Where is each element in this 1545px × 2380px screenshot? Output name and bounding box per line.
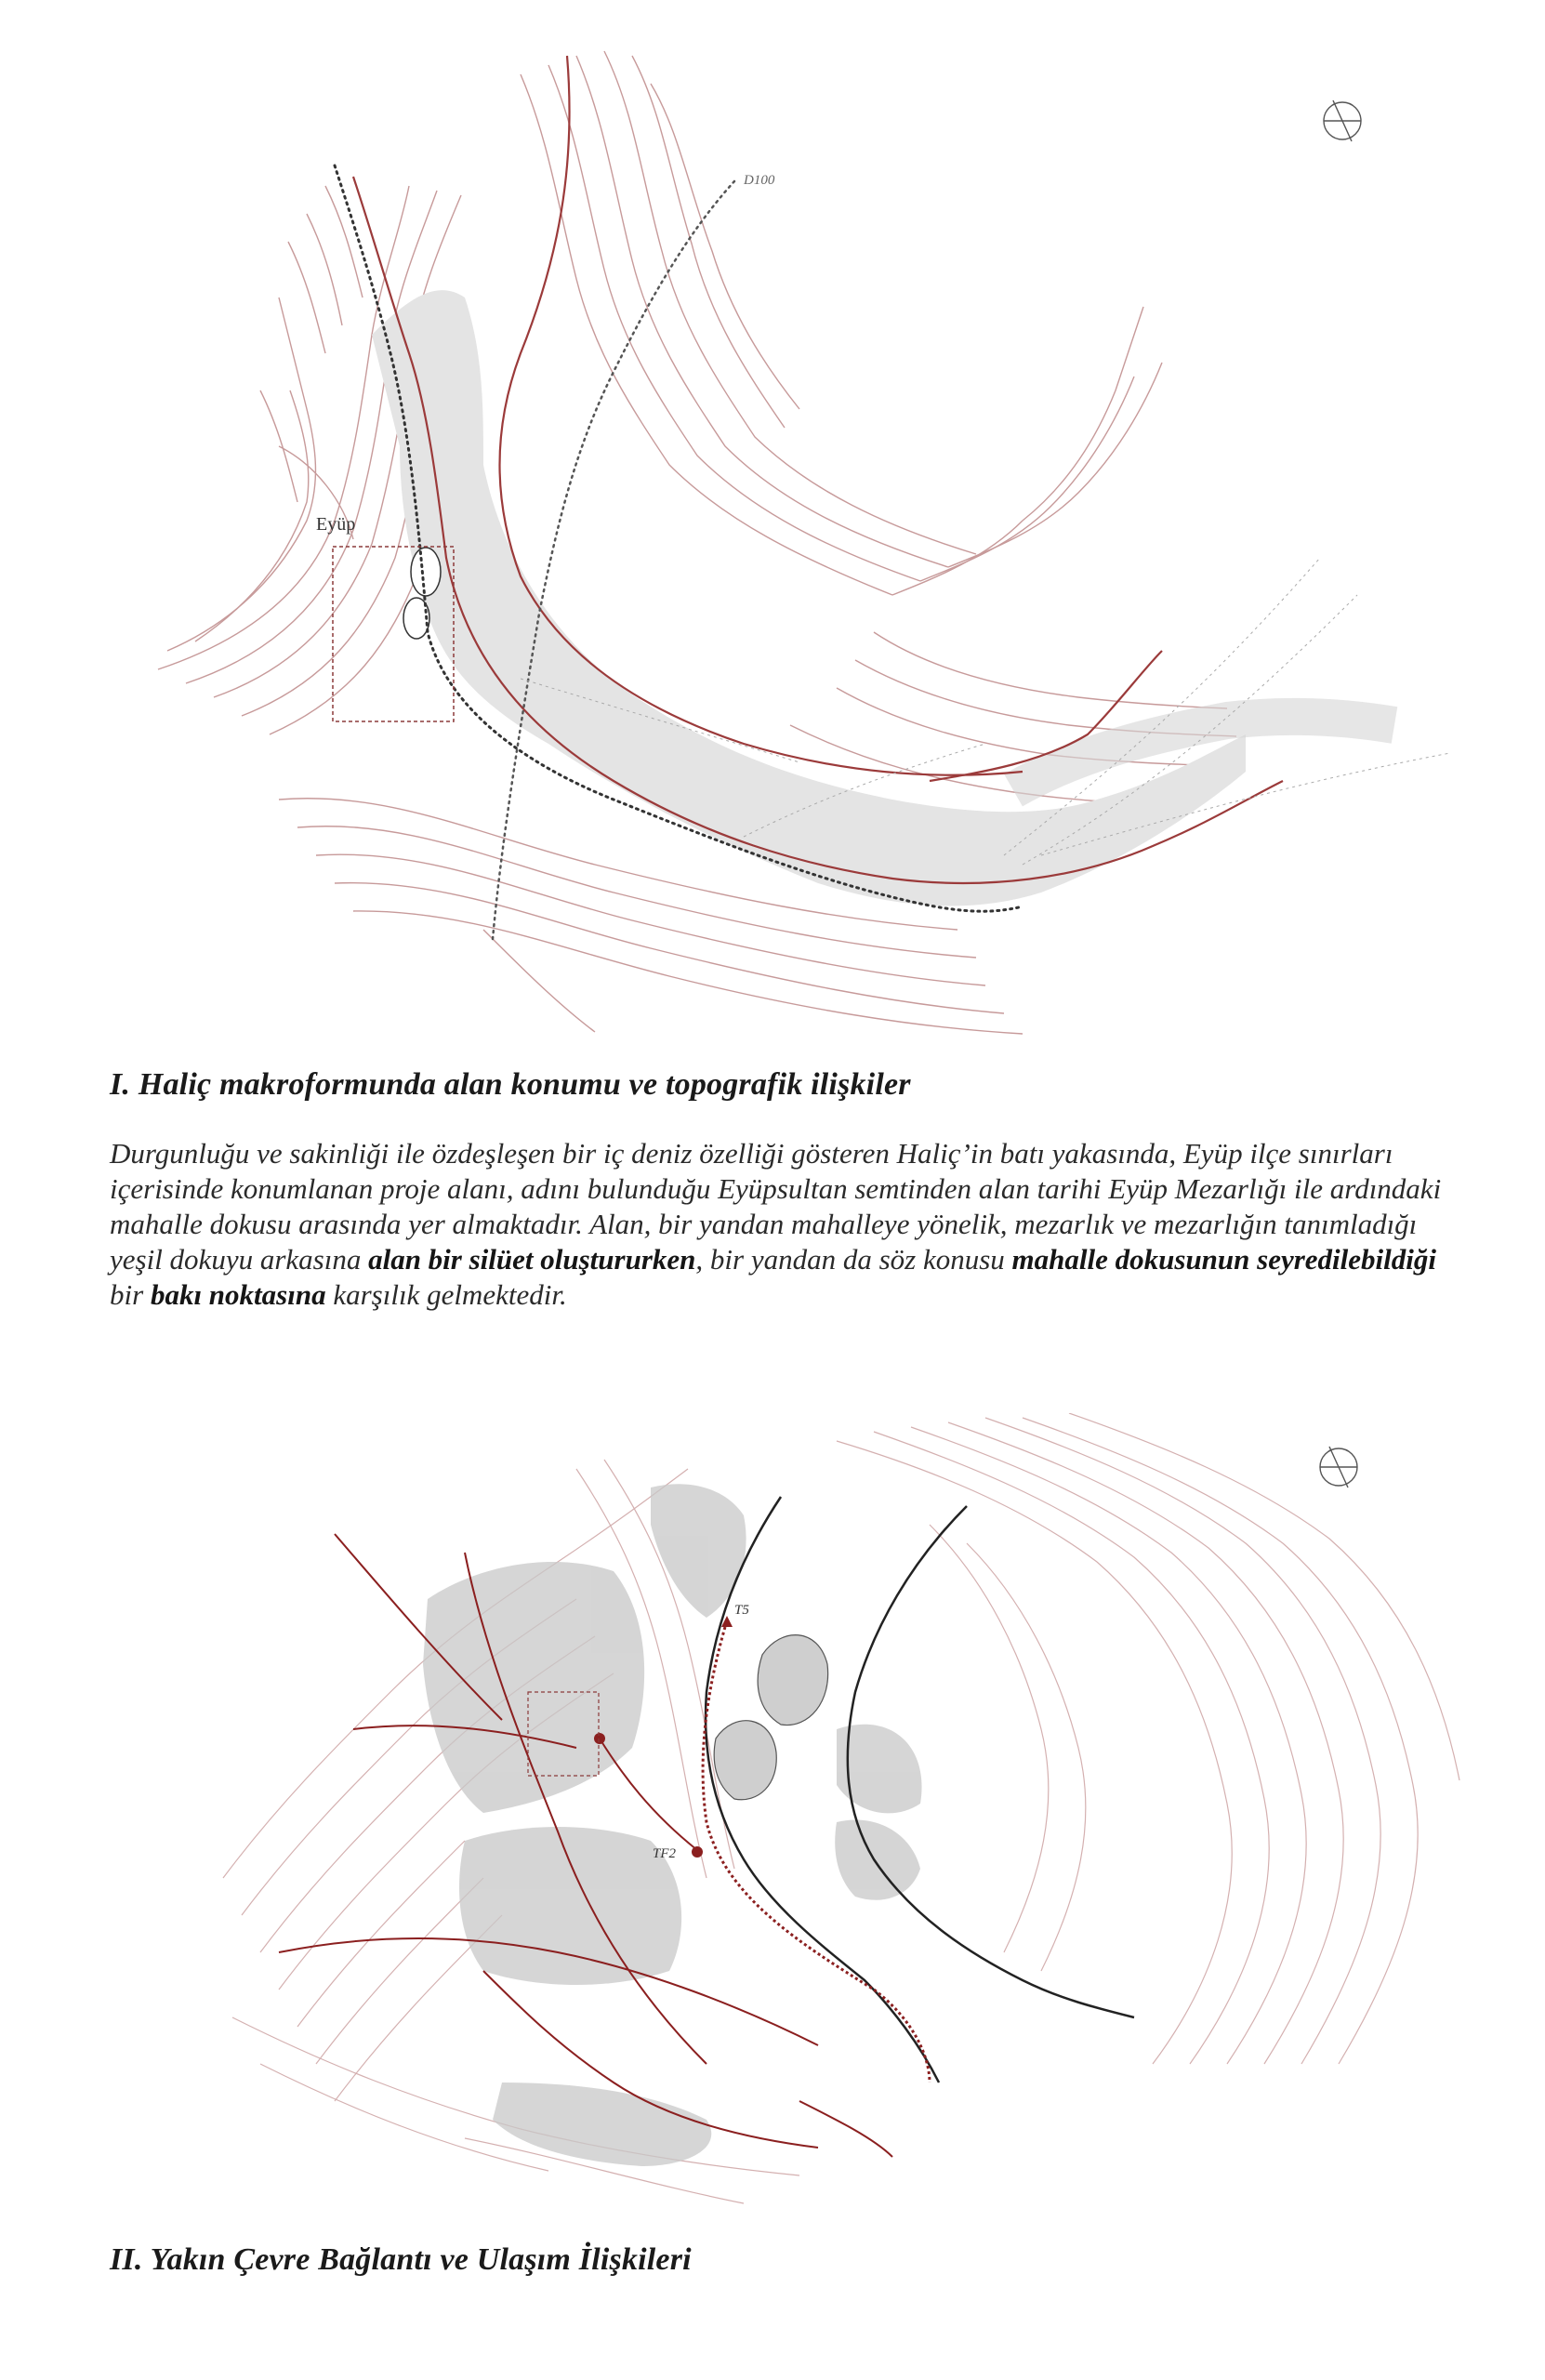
contour-lines — [158, 51, 1236, 1034]
para-seg: Durgunluğu ve sakinliği ile özdeşleşen bir iç deniz özelliği gösteren Haliç’in batı yakasında, Eyüp ilçe sınırları içerisinde konumlanan proje alanı, adını bulunduğu Eyüpsultan semtinden alan tarihi Eyüp Mezarlığı ile ardındaki mahalle dokusu arasında yer almaktadır. Alan, bir yandan mahalleye yönelik, mezarlık ve mezarlığın tanımladığı yeşil dokuyu arkasına — [110, 1137, 1442, 1276]
para-seg: karşılık gelmektedir. — [325, 1278, 567, 1311]
shoreline — [353, 56, 1283, 883]
section2-heading: II. Yakın Çevre Bağlantı ve Ulaşım İlişkileri — [110, 2242, 692, 2277]
tf2-marker — [692, 1846, 703, 1858]
para-seg: bir — [110, 1278, 151, 1311]
near-environment-transport-map — [0, 1413, 1545, 2213]
para-bold-seg: alan bir silüet oluştururken — [368, 1243, 696, 1276]
north-arrow-icon — [1324, 100, 1361, 141]
d100-label: D100 — [744, 173, 775, 188]
eyup-label: Eyüp — [316, 514, 356, 535]
tf2-label: TF2 — [653, 1846, 677, 1861]
haliç-topographic-map — [0, 0, 1545, 1041]
para-bold-seg: mahalle dokusunun seyredilebildiği — [1011, 1243, 1436, 1276]
tf1-marker — [594, 1733, 605, 1744]
para-seg: , bir yandan da söz konusu — [695, 1243, 1012, 1276]
section1-heading: I. Haliç makroformunda alan konumu ve topografik ilişkiler — [110, 1067, 911, 1102]
contour-lines — [223, 1413, 1459, 2203]
islands — [714, 1635, 827, 1800]
building-fabric — [423, 1484, 922, 2166]
water-body — [372, 290, 1394, 906]
section1-paragraph — [110, 1136, 1448, 1313]
north-arrow-icon — [1320, 1447, 1357, 1488]
para-bold-seg: bakı noktasına — [150, 1278, 326, 1311]
t5-label: T5 — [734, 1603, 749, 1618]
